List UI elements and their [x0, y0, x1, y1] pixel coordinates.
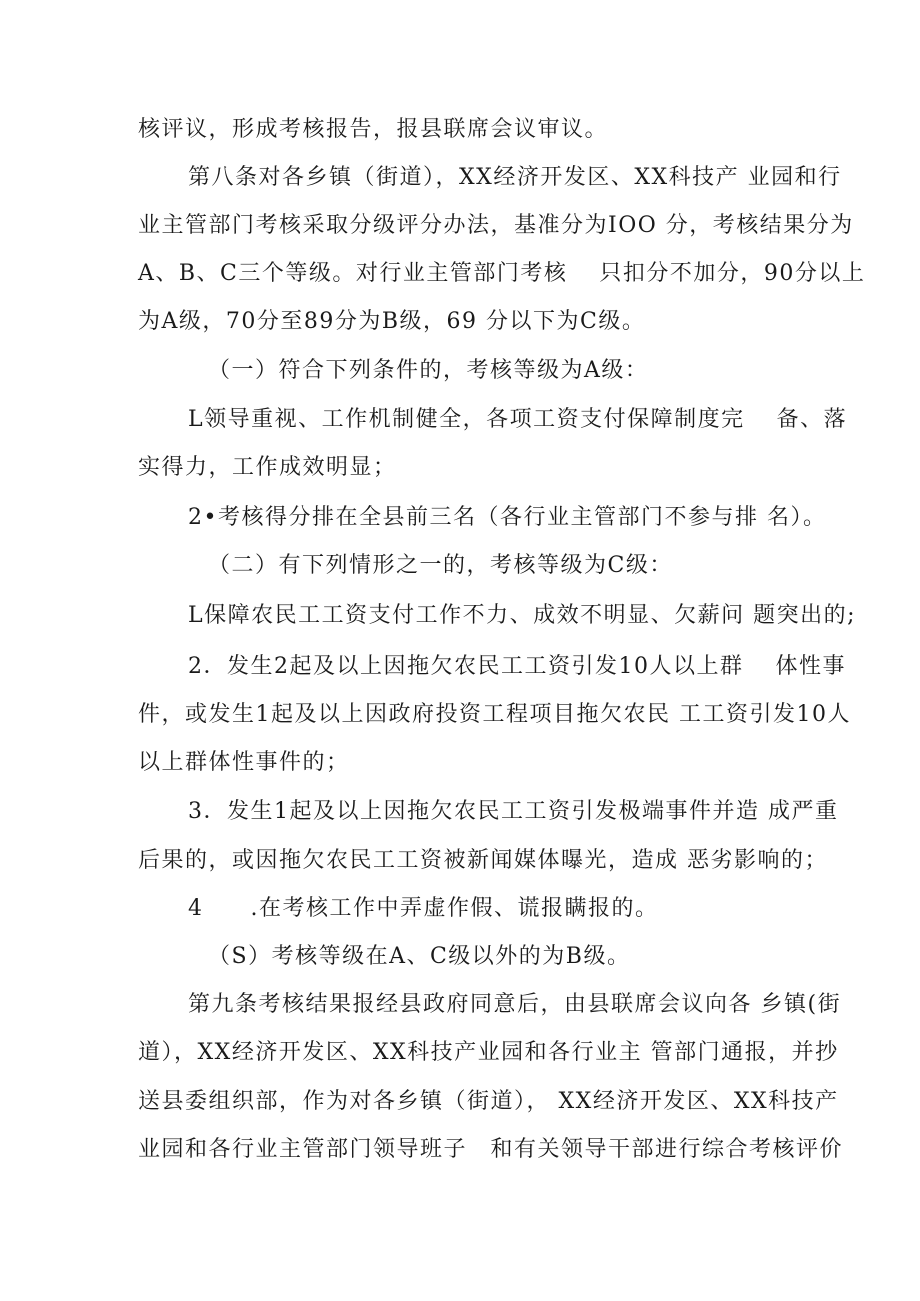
- text-line: （S）考核等级在A、C级以外的为B级。: [208, 944, 631, 969]
- text-line: 业园和各行业主管部门领导班子 和有关领导干部进行综合考核评价: [138, 1137, 844, 1162]
- text-line: L领导重视、工作机制健全，各项工资支付保障制度完 备、落: [188, 407, 848, 432]
- text-line: 核评议，形成考核报告，报县联席会议审议。: [138, 117, 609, 142]
- text-line: （二）有下列情形之一的，考核等级为C级：: [208, 553, 673, 578]
- text-line: （一）符合下列条件的，考核等级为A级：: [208, 358, 649, 383]
- text-line: 2．发生2起及以上因拖欠农民工工资引发10人以上群 体性事: [188, 654, 846, 679]
- text-line: 道），XX经济开发区、XX科技产业园和各行业主 管部门通报，并抄: [138, 1040, 839, 1065]
- text-line: 件，或发生1起及以上因政府投资工程项目拖欠农民 工工资引发10人: [138, 702, 851, 727]
- text-line: L保障农民工工资支付工作不力、成效不明显、欠薪问 题突出的;: [188, 603, 857, 628]
- text-line: 后果的，或因拖欠农民工工资被新闻媒体曝光，造成 恶劣影响的；: [138, 848, 828, 873]
- text-line: 3．发生1起及以上因拖欠农民工工资引发极端事件并造 成严重: [188, 799, 839, 824]
- text-line: 第八条对各乡镇（街道），XX经济开发区、XX科技产 业园和行: [188, 165, 842, 190]
- text-line: A、B、C三个等级。对行业主管部门考核 只扣分不加分，90分以上: [138, 261, 866, 286]
- text-line: 4 .在考核工作中弄虚作假、谎报瞒报的。: [188, 896, 659, 921]
- text-line: 2•考核得分排在全县前三名（各行业主管部门不参与排 名）。: [188, 505, 827, 530]
- text-line: 以上群体性事件的；: [138, 750, 350, 775]
- text-line: 业主管部门考核采取分级评分办法，基准分为IOO 分，考核结果分为: [138, 213, 854, 238]
- text-line: 送县委组织部，作为对各乡镇（街道）， XX经济开发区、XX科技产: [138, 1089, 839, 1114]
- text-line: 实得力，工作成效明显；: [138, 455, 397, 480]
- text-line: 第九条考核结果报经县政府同意后，由县联席会议向各 乡镇(街: [188, 992, 842, 1017]
- text-line: 为A级，70分至89分为B级，69 分以下为C级。: [138, 309, 646, 334]
